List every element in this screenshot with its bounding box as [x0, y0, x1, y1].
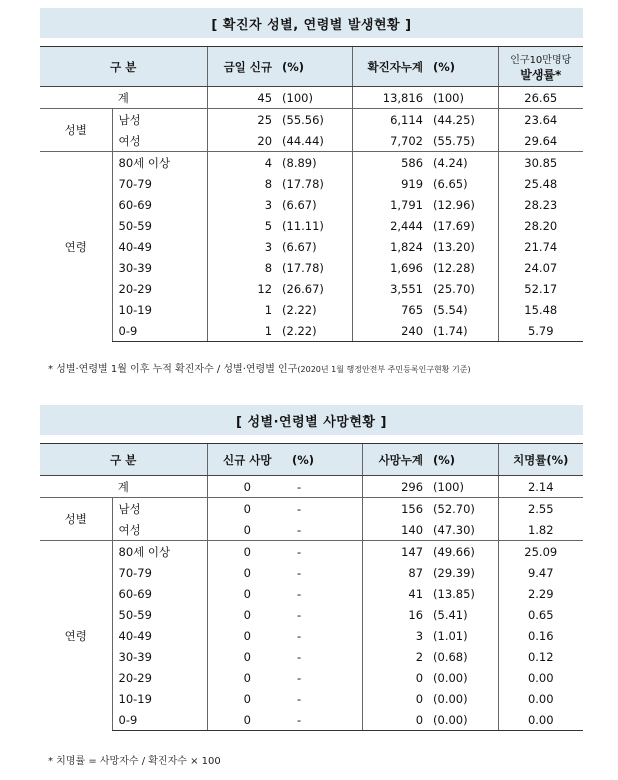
table-row — [40, 236, 583, 257]
cell-rate: 0.00 — [498, 709, 583, 731]
row-label: 계 — [117, 90, 129, 105]
cell-rate: 28.20 — [498, 215, 583, 236]
cell-new-pct: (44.44) — [282, 133, 324, 148]
cell-new: 0 — [207, 688, 287, 709]
cell-cum-pct: (55.75) — [433, 133, 475, 148]
cell-new-pct: (100) — [282, 90, 313, 105]
cell-rate: 2.14 — [498, 476, 583, 498]
row-label: 80세 이상 — [112, 541, 207, 563]
cell-cum-pct: (0.68) — [433, 649, 468, 664]
group-label-gender: 성별 — [40, 498, 112, 541]
cell-new: 25 — [207, 109, 277, 131]
cell-cum-pct: (100) — [433, 479, 464, 494]
header-new-pct: (%) — [277, 47, 352, 87]
row-label: 70-79 — [112, 173, 207, 194]
row-label: 20-29 — [112, 667, 207, 688]
row-label: 50-59 — [112, 215, 207, 236]
row-label: 0-9 — [112, 320, 207, 342]
cell-cum: 0 — [362, 688, 428, 709]
cell-cum: 3 — [362, 625, 428, 646]
cell-rate: 52.17 — [498, 278, 583, 299]
cell-cum: 6,114 — [352, 109, 428, 131]
row-label: 남성 — [112, 498, 207, 520]
cell-new-pct: (2.22) — [282, 302, 317, 317]
cell-cum-pct: (0.00) — [433, 691, 468, 706]
cell-new: 12 — [207, 278, 277, 299]
cell-new: 0 — [207, 667, 287, 688]
table-row — [40, 278, 583, 299]
cell-cum: 87 — [362, 562, 428, 583]
header-category: 구 분 — [40, 444, 207, 476]
cell-new-pct: (17.78) — [282, 260, 324, 275]
header-rate-line2: 발생률* — [520, 67, 562, 82]
cell-rate: 21.74 — [498, 236, 583, 257]
table-row-total — [40, 476, 583, 498]
cell-rate: 2.29 — [498, 583, 583, 604]
cell-rate: 25.48 — [498, 173, 583, 194]
cell-cum: 1,696 — [352, 257, 428, 278]
cell-new: 1 — [207, 299, 277, 320]
cell-new: 0 — [207, 625, 287, 646]
table-row — [40, 709, 583, 731]
table-row — [40, 257, 583, 278]
table-row — [40, 625, 583, 646]
cell-new-pct: (6.67) — [282, 239, 317, 254]
cell-new: 1 — [207, 320, 277, 342]
cell-new: 0 — [207, 498, 287, 520]
cell-rate: 24.07 — [498, 257, 583, 278]
cell-cum: 296 — [362, 476, 428, 498]
row-label: 계 — [117, 479, 129, 494]
cell-rate: 30.85 — [498, 152, 583, 174]
cell-cum-pct: (1.01) — [433, 628, 468, 643]
cell-new-pct: - — [297, 670, 302, 685]
cell-new-pct: (11.11) — [282, 218, 324, 233]
table-row — [40, 109, 583, 131]
cell-cum-pct: (6.65) — [433, 176, 468, 191]
cell-cum-pct: (44.25) — [428, 109, 498, 131]
cell-cum-pct: (13.20) — [433, 239, 475, 254]
cell-new-pct: - — [287, 709, 362, 731]
cell-new-pct: - — [297, 522, 302, 537]
cell-new-pct: - — [297, 586, 302, 601]
cell-cum: 1,824 — [352, 236, 428, 257]
cell-cum-pct: (12.28) — [433, 260, 475, 275]
header-cum-pct: (%) — [428, 47, 498, 87]
table-row — [40, 583, 583, 604]
table2-title: [ 성별·연령별 사망현황 ] — [40, 405, 583, 435]
row-label: 60-69 — [112, 583, 207, 604]
cell-new-pct: (2.22) — [277, 320, 352, 342]
cell-cum-pct: (0.00) — [433, 670, 468, 685]
table1-footnote — [48, 360, 471, 375]
table-row — [40, 173, 583, 194]
header-cumulative: 사망누계 — [362, 444, 428, 476]
cell-cum-pct: (4.24) — [428, 152, 498, 174]
table-row — [40, 152, 583, 174]
cell-rate: 0.65 — [498, 604, 583, 625]
row-label: 남성 — [112, 109, 207, 131]
cell-rate: 25.09 — [498, 541, 583, 563]
table-row — [40, 299, 583, 320]
row-label: 80세 이상 — [112, 152, 207, 174]
row-label: 40-49 — [112, 625, 207, 646]
table2-footnote: * 치명률 = 사망자수 / 확진자수 × 100 — [48, 756, 221, 767]
row-label: 20-29 — [112, 278, 207, 299]
cell-new: 0 — [207, 604, 287, 625]
cell-cum-pct: (49.66) — [428, 541, 498, 563]
cell-cum: 41 — [362, 583, 428, 604]
header-new-pct: (%) — [287, 444, 362, 476]
row-label: 여성 — [112, 130, 207, 152]
row-label: 60-69 — [112, 194, 207, 215]
header-rate — [498, 47, 583, 87]
cell-new: 0 — [207, 519, 287, 541]
deaths-table — [40, 443, 583, 731]
cell-rate: 5.79 — [498, 320, 583, 342]
cell-cum: 2,444 — [352, 215, 428, 236]
cell-rate: 28.23 — [498, 194, 583, 215]
cell-new-pct: (8.89) — [277, 152, 352, 174]
cell-cum-pct: (5.41) — [433, 607, 468, 622]
cell-new-pct: (6.67) — [282, 197, 317, 212]
confirmed-cases-table — [40, 46, 583, 342]
table-row — [40, 130, 583, 152]
cell-rate: 23.64 — [498, 109, 583, 131]
cell-cum-pct: (12.96) — [433, 197, 475, 212]
cell-new-pct: (17.78) — [282, 176, 324, 191]
cell-new: 8 — [207, 257, 277, 278]
cell-cum: 3,551 — [352, 278, 428, 299]
cell-new: 3 — [207, 236, 277, 257]
header-cumulative: 확진자누계 — [352, 47, 428, 87]
row-label: 0-9 — [112, 709, 207, 731]
header-fatality: 치명률(%) — [498, 444, 583, 476]
cell-cum: 16 — [362, 604, 428, 625]
cell-cum: 140 — [362, 519, 428, 541]
cell-new-pct: - — [297, 607, 302, 622]
cell-cum: 240 — [352, 320, 428, 342]
cell-rate: 0.00 — [498, 688, 583, 709]
cell-cum: 2 — [362, 646, 428, 667]
footnote-main: * 성별·연령별 1월 이후 누적 확진자수 / 성별·연령별 인구 — [48, 364, 298, 375]
cell-new: 45 — [207, 87, 277, 109]
table-row — [40, 498, 583, 520]
cell-cum: 156 — [362, 498, 428, 520]
table-row — [40, 688, 583, 709]
row-label: 30-39 — [112, 646, 207, 667]
cell-new-pct: - — [297, 565, 302, 580]
group-label-gender: 성별 — [40, 109, 112, 152]
cell-rate: 0.16 — [498, 625, 583, 646]
table-row — [40, 604, 583, 625]
table-row — [40, 519, 583, 541]
cell-cum: 0 — [362, 667, 428, 688]
cell-cum-pct: (52.70) — [428, 498, 498, 520]
table-row — [40, 194, 583, 215]
cell-new: 0 — [207, 646, 287, 667]
cell-cum: 1,791 — [352, 194, 428, 215]
cell-rate: 15.48 — [498, 299, 583, 320]
cell-cum-pct: (47.30) — [433, 522, 475, 537]
cell-rate: 0.12 — [498, 646, 583, 667]
cell-cum-pct: (29.39) — [433, 565, 475, 580]
cell-rate: 26.65 — [498, 87, 583, 109]
cell-rate: 0.00 — [498, 667, 583, 688]
cell-cum-pct: (13.85) — [433, 586, 475, 601]
table-row — [40, 562, 583, 583]
cell-cum-pct: (5.54) — [433, 302, 468, 317]
cell-cum: 7,702 — [352, 130, 428, 152]
cell-cum: 0 — [362, 709, 428, 731]
cell-new-pct: (26.67) — [282, 281, 324, 296]
cell-rate: 29.64 — [498, 130, 583, 152]
row-label: 30-39 — [112, 257, 207, 278]
group-label-age: 연령 — [40, 152, 112, 342]
cell-new-pct: (55.56) — [277, 109, 352, 131]
table-row-total — [40, 87, 583, 109]
row-label: 50-59 — [112, 604, 207, 625]
cell-new-pct: - — [297, 691, 302, 706]
cell-cum: 586 — [352, 152, 428, 174]
cell-new: 4 — [207, 152, 277, 174]
row-label: 10-19 — [112, 299, 207, 320]
cell-new-pct: - — [287, 541, 362, 563]
table-row — [40, 541, 583, 563]
header-new-today: 금일 신규 — [207, 47, 277, 87]
cell-new: 0 — [207, 583, 287, 604]
cell-new-pct: - — [297, 649, 302, 664]
cell-new: 0 — [207, 541, 287, 563]
cell-cum-pct: (17.69) — [433, 218, 475, 233]
group-label-age: 연령 — [40, 541, 112, 731]
row-label: 10-19 — [112, 688, 207, 709]
row-label: 40-49 — [112, 236, 207, 257]
cell-new: 20 — [207, 130, 277, 152]
cell-new-pct: - — [297, 628, 302, 643]
cell-new: 0 — [207, 709, 287, 731]
cell-new: 0 — [207, 476, 287, 498]
cell-cum: 919 — [352, 173, 428, 194]
table-row — [40, 667, 583, 688]
footnote-source: (2020년 1월 행정안전부 주민등록인구현황 기준) — [297, 365, 471, 374]
cell-rate: 2.55 — [498, 498, 583, 520]
table-row — [40, 320, 583, 342]
cell-cum: 765 — [352, 299, 428, 320]
cell-new: 0 — [207, 562, 287, 583]
header-rate-line1: 인구10만명당 — [510, 54, 572, 66]
header-cum-pct: (%) — [428, 444, 498, 476]
cell-cum-pct: (100) — [433, 90, 464, 105]
table1-title: [ 확진자 성별, 연령별 발생현황 ] — [40, 8, 583, 38]
header-new-death: 신규 사망 — [207, 444, 287, 476]
header-category: 구 분 — [40, 47, 207, 87]
row-label: 70-79 — [112, 562, 207, 583]
cell-cum-pct: (25.70) — [433, 281, 475, 296]
table-row — [40, 646, 583, 667]
cell-rate: 1.82 — [498, 519, 583, 541]
table-row — [40, 215, 583, 236]
cell-new-pct: - — [297, 479, 302, 494]
cell-cum-pct: (1.74) — [428, 320, 498, 342]
cell-new: 8 — [207, 173, 277, 194]
cell-cum-pct: (0.00) — [428, 709, 498, 731]
cell-new: 5 — [207, 215, 277, 236]
cell-new-pct: - — [287, 498, 362, 520]
row-label: 여성 — [112, 519, 207, 541]
cell-cum: 13,816 — [352, 87, 428, 109]
cell-new: 3 — [207, 194, 277, 215]
cell-rate: 9.47 — [498, 562, 583, 583]
cell-cum: 147 — [362, 541, 428, 563]
